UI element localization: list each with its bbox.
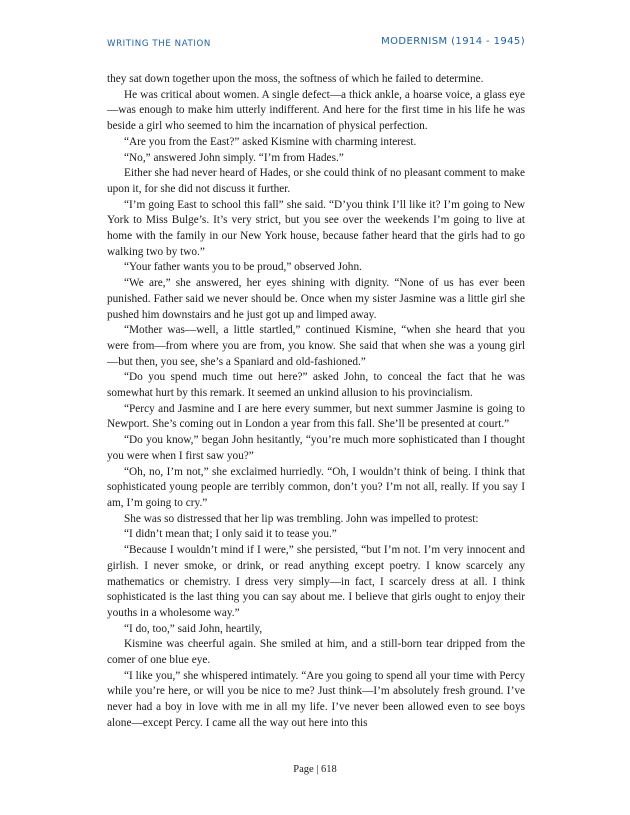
paragraph: “Do you know,” began John hesitantly, “you’re much more sophisticated than I thought you were when I first saw you?” (107, 434, 525, 462)
paragraph: “I do, too,” said John, heartily, (124, 622, 263, 635)
paragraph: “I’m going East to school this fall” she said. “D’you think I’ll like it? I’m going to New York to Miss Bulge’s. It’s very strict, but you see over the weekends I’m going to live at home with the family in our New York house, because father heard that the girls had to go walking two by two.” (107, 198, 525, 258)
paragraph: “No,” answered John simply. “I’m from Hades.” (124, 151, 344, 164)
paragraph: Kismine was cheerful again. She smiled at him, and a still-born tear dripped from the comer of one blue eye. (107, 638, 525, 667)
running-header (107, 36, 525, 52)
paragraph: She was so distressed that her lip was trembling. John was impelled to protest: (124, 512, 479, 525)
page-number: Page | 618 (293, 764, 337, 775)
paragraph: He was critical about women. A single defect—a thick ankle, a hoarse voice, a glass eye—was enough to make him utterly indifferent. And here for the first time in his life he was beside a girl who seemed to him the incarnation of physical perfection. (107, 88, 525, 133)
paragraph: “Your father wants you to be proud,” observed John. (124, 261, 362, 274)
header-section-title: MODERNISM (1914 - 1945) (381, 36, 525, 47)
header-book-title: WRITING THE NATION (107, 39, 211, 49)
paragraph: “Do you spend much time out here?” asked John, to conceal the fact that he was somewhat hurt by this remark. It seemed an unkind allusion to his provincialism. (107, 371, 525, 400)
paragraph: “Oh, no, I’m not,” she exclaimed hurriedly. “Oh, I wouldn’t think of being. I think that sophisticated young people are terribly common, don’t you? I’m not all, really. If you say I am, I’m going to cry.” (107, 465, 525, 509)
paragraph: they sat down together upon the moss, the softness of which he failed to determine. (107, 73, 484, 85)
paragraph: “Are you from the East?” asked Kismine with charming interest. (124, 135, 417, 148)
paragraph: “I like you,” she whispered intimately. “Are you going to spend all your time with Percy while you’re here, or will you be nice to me? Just think—I’m absolutely fresh ground. I’ve never had a boy in love with me in all my life. I’ve never been allowed even to see boys alone—except Percy. I came all the way out here into this (107, 669, 525, 729)
paragraph: “Mother was—well, a little startled,” continued Kismine, “when she heard that you were from—from where you are from, you know. She said that when she was a young girl—but then, you see, she’s a Spaniard and old-fashioned.” (107, 324, 525, 368)
paragraph: “Because I wouldn’t mind if I were,” she persisted, “but I’m not. I’m very innocent and girlish. I never smoke, or drink, or read anything except poetry. I know scarcely any mathematics or chemistry. I dress very simply—in fact, I scarcely dress at all. I think sophisticated is the last thing you can say about me. I believe that girls ought to enjoy their youths in a wholesome way.” (107, 544, 525, 619)
paragraph: Either she had never heard of Hades, or she could think of no pleasant comment to make upon it, for she did not discuss it further. (107, 167, 525, 195)
paragraph: “Percy and Jasmine and I are here every summer, but next summer Jasmine is going to Newport. She’s coming out in London a year from this fall. She’ll be presented at court.” (107, 402, 525, 431)
paragraph: “I didn’t mean that; I only said it to tease you.” (124, 528, 337, 541)
paragraph: “We are,” she answered, her eyes shining with dignity. “None of us has ever been punished. Father said we never should be. Once when my sister Jasmine was a little girl she pushed him downstairs and he just got up and limped away. (107, 277, 525, 321)
body-text (107, 72, 525, 732)
